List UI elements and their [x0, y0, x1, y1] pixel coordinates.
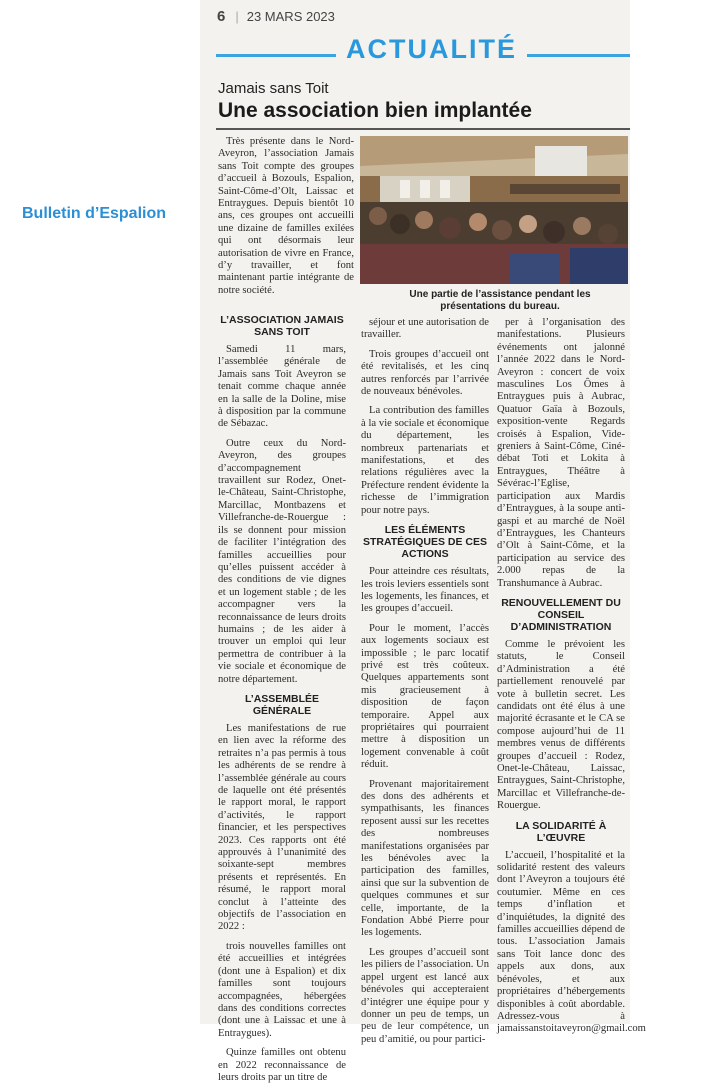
page-number: 6 [217, 8, 226, 25]
paragraph: Pour atteindre ces résultats, les trois leviers essentiels sont les logements, les finances, et les groupes d’accueil. [361, 566, 489, 615]
paragraph: Samedi 11 mars, l’assemblée générale de Jamais sans Toit Aveyron se tenait comme chaque année en la salle de la Doline, mise à disposition par la commune de Sébazac. [218, 344, 346, 430]
paragraph: trois nouvelles familles ont été accueillies et intégrées (dont une à Espalion) et dix familles sont toujours accompagnées, hébergées dans des conditions correctes (dont une à Laissac et une à Entraygues). [218, 940, 346, 1039]
paragraph: Trois groupes d’accueil ont été revitalisés, et les cinq autres renforcés par l’arrivée de nouveaux bénévoles. [361, 348, 489, 398]
source-tag: Bulletin d’Espalion [22, 205, 167, 222]
subhead-solidarite: LA SOLIDARITÉ À L’ŒUVRE [515, 819, 607, 844]
paragraph: per à l’organisation des manifestations. Plusieurs événements ont jalonné l’année 2022 dans le Nord-Aveyron : concert de voix masculines Los Ômes à Entraygues puis à Aubrac, Quatuor Gaïa à Bozouls, exposition-vente Regards croisés à Espalion, Vide-greniers à Saint-Côme, Ciné-débat Toti et Lokita à Entraygues, Théâtre à Sévérac-l’Eglise, participation aux Mardis d’Entraygues, à la soupe anti-gaspi et au marché de Noël d’Entraygues, les Chanteurs d’Olt à Saint-Côme, et la participation au service des 2.000 repas de la Transhumance à Aubrac. [497, 317, 625, 589]
photo-caption: Une partie de l’assistance pendant les présentations du bureau. [409, 289, 591, 312]
column-3 [361, 317, 489, 1053]
paragraph: Pour le moment, l’accès aux logements sociaux est impossible ; le parc locatif privé est très coûteux. Quelques appartements sont mis gracieusement à disposition de façon temporaire. Appel aux propriétaires qui pourraient mettre à disposition un logement convenable à coût réduit. [361, 622, 489, 771]
section-title: ACTUALITÉ [336, 34, 527, 65]
subhead-conseil: RENOUVELLEMENT DU CONSEIL D’ADMINISTRATION [501, 596, 621, 633]
header-separator: | [235, 9, 239, 24]
paragraph: La contribution des familles à la vie sociale et économique du département, les nombreux partenariats et manifestations, et des relations régulières avec la Préfecture rendent évidente la richesse de l’immigration pour notre pays. [361, 405, 489, 516]
article-kicker: Jamais sans Toit [218, 80, 329, 97]
subhead-assemblee: L’ASSEMBLÉE GÉNÉRALE [244, 692, 320, 717]
paragraph: Les groupes d’accueil sont les piliers de l’association. Un appel urgent est lancé aux bénévoles qui accepteraient d’intégrer une équipe pour y donner un peu de temps, un peu de leur compétence, un peu d’amitié, ou pour partici- [361, 946, 489, 1045]
subhead-association: L’ASSOCIATION JAMAIS SANS TOIT [220, 314, 344, 338]
paragraph: Comme le prévoient les statuts, le Conseil d’Administration a été partiellement renouvelé par vote à bulletin secret. Les candidats ont été élus à une majorité écrasante et le CA se compose aujourd’hui de 11 membres venus de différents groupes d’accueil : Rodez, Onet-le-Château, Laissac, Entraygues, Saint-Christophe, Marcillac et Villefranche-de-Rouergue. [497, 638, 625, 812]
title-rule [216, 128, 630, 130]
article-title: Une association bien implantée [218, 99, 532, 122]
paragraph: Les manifestations de rue en lien avec la réforme des retraites n’a pas permis à tous les adhérents de se rendre à l’assemblée générale au cours de laquelle ont été présentés le rapport moral, le rapport d’activités, le rapport financier, et les perspectives 2023. Ces rapports ont été approuvés à l’unanimité des soixante-sept membres présents et représentés. En résumé, le rapport moral conclut à l’atteinte des objectifs de l’association en 2022 : [218, 722, 346, 933]
paragraph: L’accueil, l’hospitalité et la solidarité restent des valeurs dont l’Aveyron a toujours été coutumier. Même en ces temps d’inflation et d’inquiétudes, la dignité des familles accueillies dépend de tous. L’association Jamais sans Toit lance donc des appels aux dons, aux bénévoles, et aux propriétaires d’hébergements disponibles à coût abordable. Adressez-vous à jamaissanstoitaveyron@gmail.com [497, 849, 646, 1035]
intro-paragraph: Très présente dans le Nord-Aveyron, l’association Jamais sans Toit compte des groupes d’accueil à Bozouls, Espalion, Saint-Côme-d’Olt, Laissac et Entraygues. Depuis bientôt 10 ans, ces groupes ont accueilli une dizaine de familles exilées qui ont désormais leur autorisation de vivre en France, d’y travailler, et font maintenant partie intégrante de notre société. [218, 136, 354, 296]
paragraph: Outre ceux du Nord-Aveyron, des groupes d’accompagnement travaillent sur Rodez, Onet-le-Château, Saint-Christophe, Marcillac, Montbazens et Villefranche-de-Rouergue : ils se donnent pour mission de faciliter l’intégration des familles accueillies pour qu’elles puissent accéder à des conditions de vie dignes et un logement stable ; de les accompagner vers la reconnaissance de leurs droits humains ; de les aider à trouver un emploi qui leur permettra de contribuer à la vie sociale et économique de notre département. [218, 437, 346, 685]
column-4 [497, 317, 646, 1043]
assembly-photo [360, 136, 628, 284]
section-band [216, 34, 630, 66]
column-1 [218, 136, 354, 304]
subhead-strategie: LES ÉLÉMENTS STRATÉGIQUES DE CES ACTIONS [362, 524, 488, 561]
paragraph: séjour et une autorisation de travailler. [361, 317, 489, 341]
column-2 [218, 310, 346, 1091]
page-header [217, 8, 335, 25]
issue-date: 23 MARS 2023 [246, 9, 335, 24]
paragraph: Provenant majoritairement des dons des adhérents et sympathisants, les finances reposent aussi sur les recettes des nombreuses manifestations organisées par les bénévoles avec la participation des familles, ainsi que sur la subvention de quelques communes et sur celle, importante, de la Fondation Abbé Pierre pour les logements. [361, 778, 489, 939]
paragraph: Quinze familles ont obtenu en 2022 reconnaissance de leurs droits par un titre de [218, 1047, 346, 1083]
